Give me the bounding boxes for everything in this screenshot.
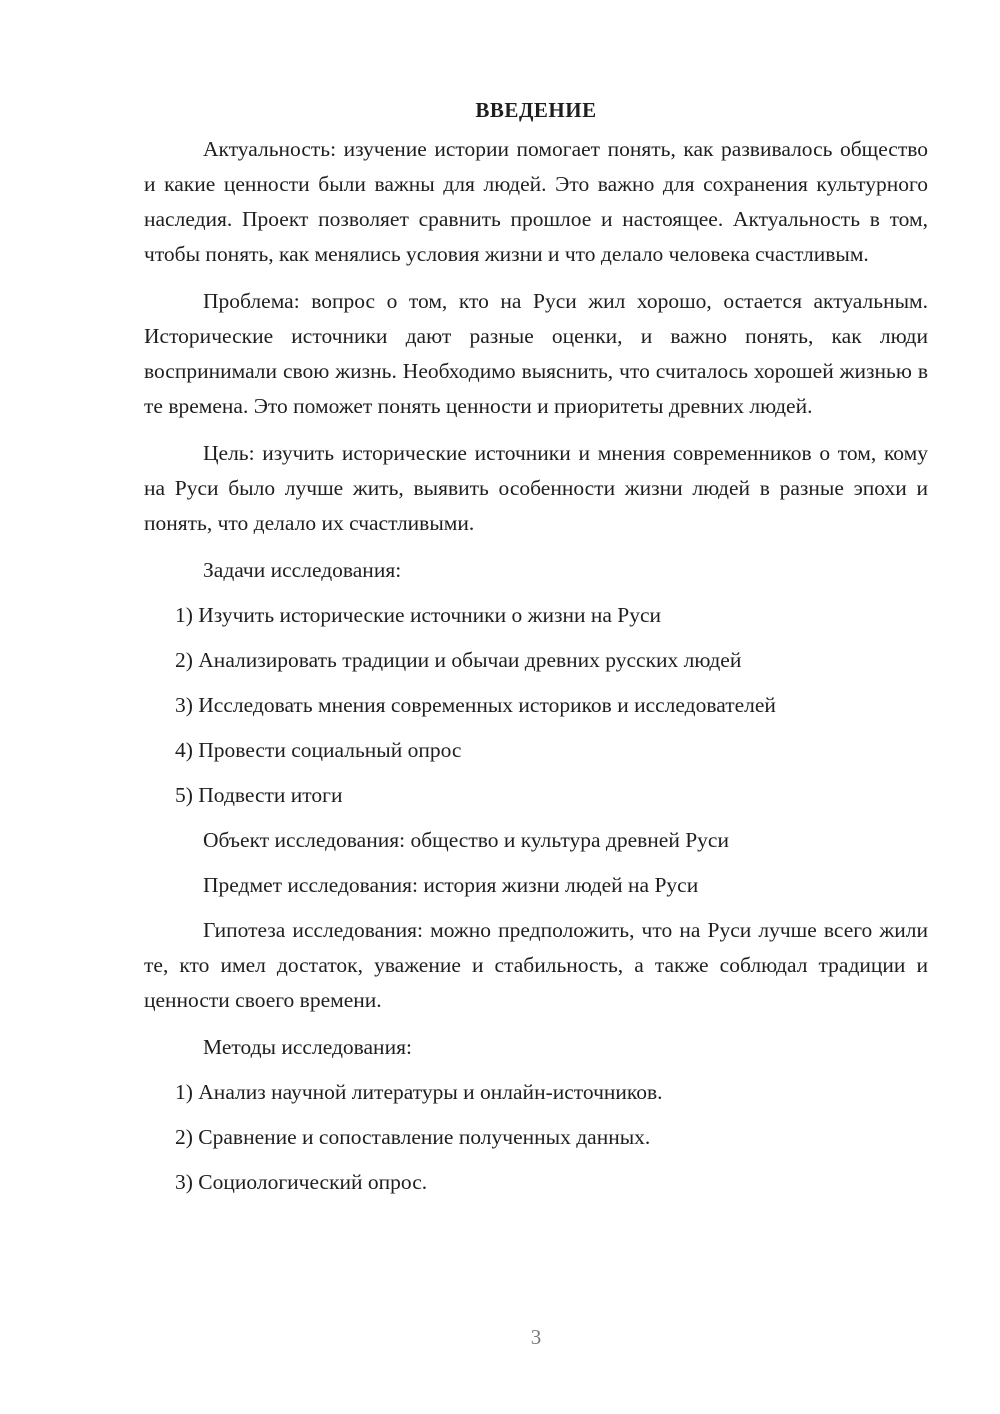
task-item: 3) Исследовать мнения современных историков и исследователей — [175, 693, 776, 717]
task-item: 2) Анализировать традиции и обычаи древних русских людей — [175, 648, 742, 672]
tasks-heading: Задачи исследования: — [203, 558, 402, 582]
object-line: Объект исследования: общество и культура древней Руси — [203, 828, 729, 852]
problem-paragraph: Проблема: вопрос о том, кто на Руси жил хорошо, остается актуальным. Исторические источники дают разные оценки, и важно понять, как люди воспринимали свою жизнь. Необходимо выяснить, что считалось хорошей жизнью в те времена. Это поможет понять ценности и приоритеты древних людей. — [144, 289, 928, 418]
method-item: 2) Сравнение и сопоставление полученных данных. — [175, 1125, 651, 1149]
relevance-paragraph: Актуальность: изучение истории помогает понять, как развивалось общество и какие ценности были важны для людей. Это важно для сохранения культурного наследия. Проект позволяет сравнить прошлое и настоящее. Актуальность в том, чтобы понять, как менялись условия жизни и что делало человека счастливым. — [144, 137, 928, 266]
method-item: 1) Анализ научной литературы и онлайн-источников. — [175, 1080, 663, 1104]
page-title: ВВЕДЕНИЕ — [475, 98, 597, 122]
page-number: 3 — [530, 1325, 542, 1349]
document-page — [144, 92, 928, 1200]
methods-heading: Методы исследования: — [203, 1035, 412, 1059]
subject-line: Предмет исследования: история жизни людей на Руси — [203, 873, 699, 897]
methods-list — [144, 1075, 928, 1200]
goal-paragraph: Цель: изучить исторические источники и мнения современников о том, кому на Руси было лучше жить, выявить особенности жизни людей в разные эпохи и понять, что делало их счастливыми. — [144, 441, 928, 535]
hypothesis-paragraph: Гипотеза исследования: можно предположить, что на Руси лучше всего жили те, кто имел достаток, уважение и стабильность, а также соблюдал традиции и ценности своего времени. — [144, 918, 928, 1012]
tasks-list — [144, 598, 928, 813]
task-item: 4) Провести социальный опрос — [175, 738, 462, 762]
task-item: 5) Подвести итоги — [175, 783, 343, 807]
method-item: 3) Социологический опрос. — [175, 1170, 428, 1194]
task-item: 1) Изучить исторические источники о жизни на Руси — [175, 603, 662, 627]
